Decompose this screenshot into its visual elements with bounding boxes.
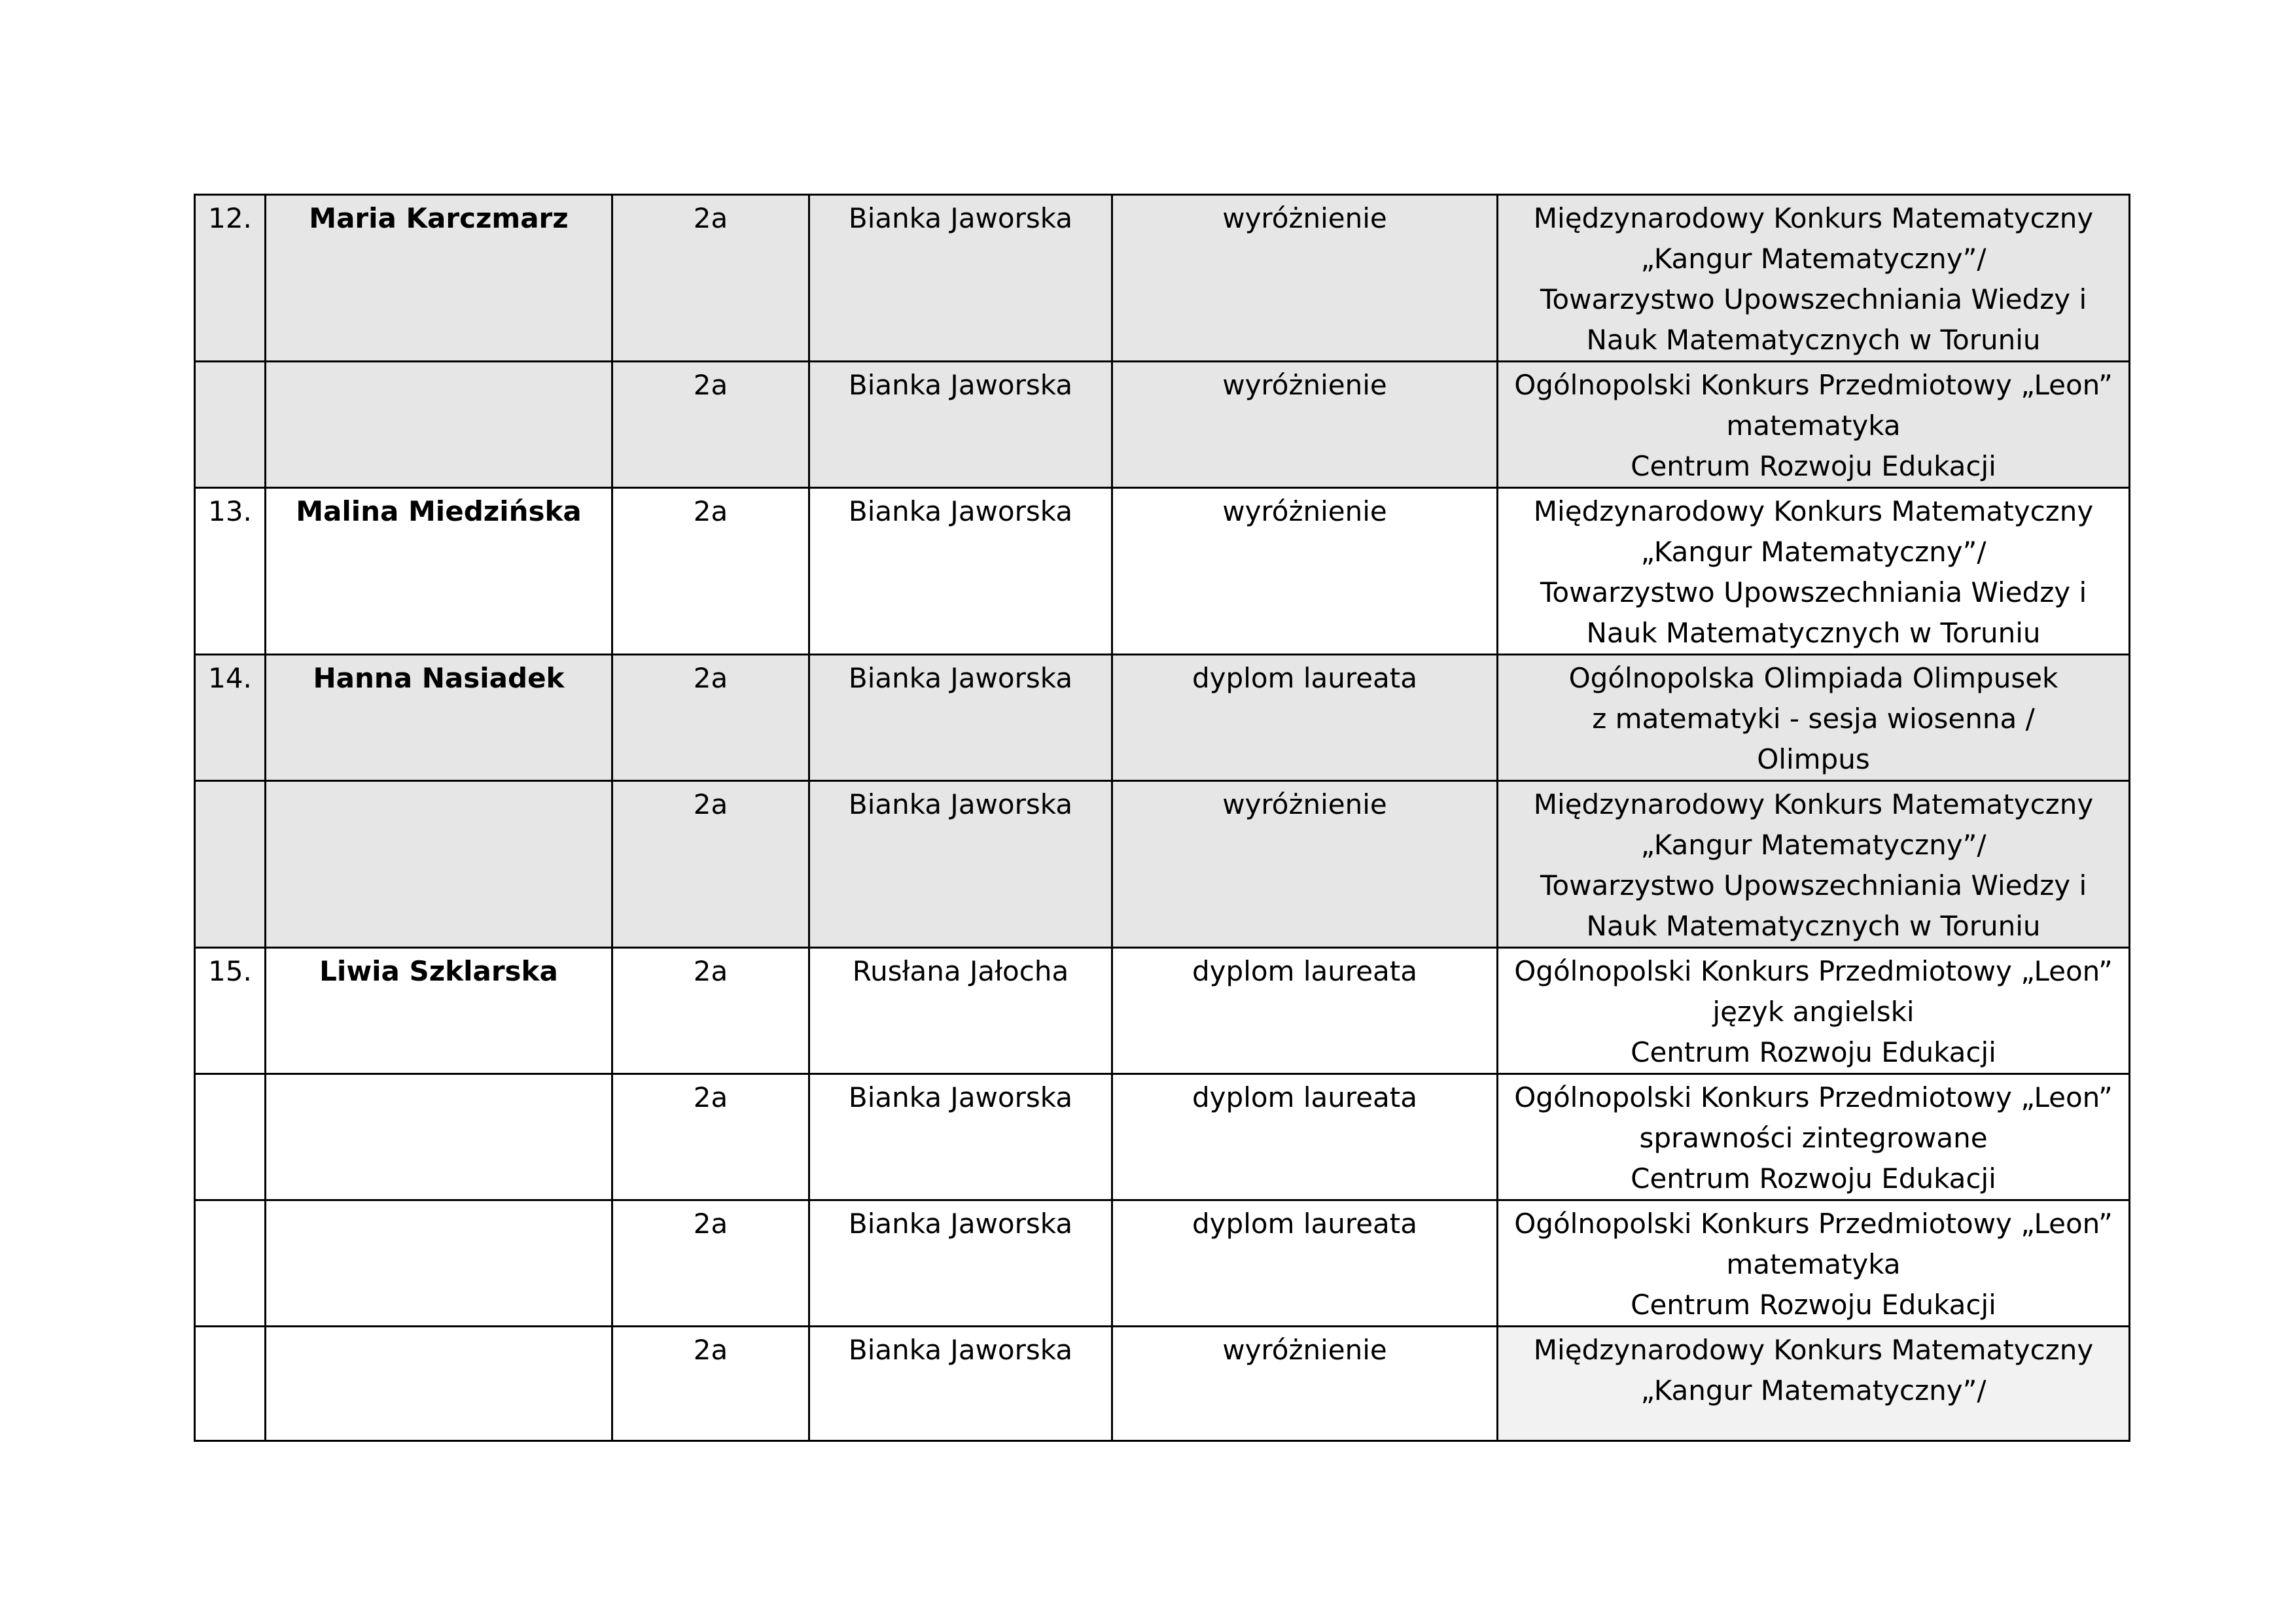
contest-cell: [1498, 655, 2130, 781]
table-row: [195, 195, 2130, 362]
table-row: [195, 781, 2130, 948]
contest-line: Ogólnopolski Konkurs Przedmiotowy „Leon”: [1514, 1081, 2113, 1113]
contest-line: Centrum Rozwoju Edukacji: [1631, 1036, 1996, 1068]
contest-line: Ogólnopolski Konkurs Przedmiotowy „Leon”: [1514, 955, 2113, 987]
contest-line: Centrum Rozwoju Edukacji: [1631, 1289, 1996, 1321]
contest-line: sprawności zintegrowane: [1639, 1122, 1988, 1154]
class-cell: 2a: [612, 781, 809, 948]
teacher-cell: Bianka Jaworska: [809, 1074, 1112, 1200]
contest-line: Centrum Rozwoju Edukacji: [1631, 450, 1996, 482]
contest-line: Centrum Rozwoju Edukacji: [1631, 1162, 1996, 1195]
contest-line: Nauk Matematycznych w Toruniu: [1586, 324, 2041, 356]
teacher-cell: Bianka Jaworska: [809, 1327, 1112, 1441]
teacher-cell: Bianka Jaworska: [809, 362, 1112, 488]
teacher-cell: Bianka Jaworska: [809, 195, 1112, 362]
contest-line: Międzynarodowy Konkurs Matematyczny: [1533, 788, 2094, 820]
contest-line: Towarzystwo Upowszechniania Wiedzy i: [1540, 869, 2087, 901]
contest-cell: [1498, 1074, 2130, 1200]
class-cell: 2a: [612, 1074, 809, 1200]
contest-line: Olimpus: [1757, 743, 1870, 775]
row-number: [195, 1200, 266, 1327]
student-name: [266, 1200, 612, 1327]
contest-line: Towarzystwo Upowszechniania Wiedzy i: [1540, 576, 2087, 608]
student-name: [266, 1074, 612, 1200]
contest-cell: [1498, 195, 2130, 362]
contest-cell: [1498, 1327, 2130, 1441]
result-cell: dyplom laureata: [1112, 1200, 1498, 1327]
contest-cell: [1498, 948, 2130, 1074]
contest-line: matematyka: [1726, 410, 1901, 442]
student-name: Maria Karczmarz: [266, 195, 612, 362]
contest-line: „Kangur Matematyczny”/: [1640, 829, 1987, 861]
teacher-cell: Bianka Jaworska: [809, 781, 1112, 948]
contest-line: Nauk Matematycznych w Toruniu: [1586, 910, 2041, 942]
student-name: Malina Miedzińska: [266, 488, 612, 655]
contest-line: Towarzystwo Upowszechniania Wiedzy i: [1540, 283, 2087, 315]
contest-line: Nauk Matematycznych w Toruniu: [1586, 617, 2041, 649]
row-number: 15.: [195, 948, 266, 1074]
result-cell: dyplom laureata: [1112, 948, 1498, 1074]
table-row: [195, 1327, 2130, 1441]
contest-line: „Kangur Matematyczny”/: [1640, 536, 1987, 568]
row-number: 12.: [195, 195, 266, 362]
results-table: [194, 194, 2130, 1442]
student-name: Liwia Szklarska: [266, 948, 612, 1074]
class-cell: 2a: [612, 488, 809, 655]
contest-line: matematyka: [1726, 1248, 1901, 1280]
result-cell: wyróżnienie: [1112, 1327, 1498, 1441]
table-row: [195, 655, 2130, 781]
contest-cell: [1498, 488, 2130, 655]
contest-cell: [1498, 781, 2130, 948]
class-cell: 2a: [612, 655, 809, 781]
row-number: [195, 1327, 266, 1441]
row-number: [195, 781, 266, 948]
class-cell: 2a: [612, 1327, 809, 1441]
student-name: [266, 781, 612, 948]
teacher-cell: Rusłana Jałocha: [809, 948, 1112, 1074]
contest-line: Międzynarodowy Konkurs Matematyczny: [1533, 1334, 2094, 1366]
student-name: Hanna Nasiadek: [266, 655, 612, 781]
contest-line: Międzynarodowy Konkurs Matematyczny: [1533, 202, 2094, 234]
table-row: [195, 362, 2130, 488]
result-cell: wyróżnienie: [1112, 362, 1498, 488]
result-cell: wyróżnienie: [1112, 195, 1498, 362]
row-number: [195, 1074, 266, 1200]
class-cell: 2a: [612, 1200, 809, 1327]
row-number: 14.: [195, 655, 266, 781]
class-cell: 2a: [612, 362, 809, 488]
contest-line: z matematyki - sesja wiosenna /: [1592, 703, 2035, 735]
table-row: [195, 1200, 2130, 1327]
result-cell: wyróżnienie: [1112, 781, 1498, 948]
contest-line: „Kangur Matematyczny”/: [1640, 1374, 1987, 1406]
teacher-cell: Bianka Jaworska: [809, 1200, 1112, 1327]
table-row: [195, 488, 2130, 655]
contest-line: Międzynarodowy Konkurs Matematyczny: [1533, 495, 2094, 527]
result-cell: dyplom laureata: [1112, 1074, 1498, 1200]
student-name: [266, 1327, 612, 1441]
student-name: [266, 362, 612, 488]
result-cell: dyplom laureata: [1112, 655, 1498, 781]
contest-cell: [1498, 1200, 2130, 1327]
contest-line: „Kangur Matematyczny”/: [1640, 243, 1987, 275]
result-cell: wyróżnienie: [1112, 488, 1498, 655]
row-number: 13.: [195, 488, 266, 655]
teacher-cell: Bianka Jaworska: [809, 488, 1112, 655]
class-cell: 2a: [612, 195, 809, 362]
teacher-cell: Bianka Jaworska: [809, 655, 1112, 781]
contest-line: język angielski: [1712, 996, 1915, 1028]
contest-line: Ogólnopolska Olimpiada Olimpusek: [1568, 662, 2058, 694]
class-cell: 2a: [612, 948, 809, 1074]
contest-line: Ogólnopolski Konkurs Przedmiotowy „Leon”: [1514, 1208, 2113, 1240]
contest-line: Ogólnopolski Konkurs Przedmiotowy „Leon”: [1514, 369, 2113, 401]
contest-cell: [1498, 362, 2130, 488]
table-row: [195, 948, 2130, 1074]
table-row: [195, 1074, 2130, 1200]
row-number: [195, 362, 266, 488]
